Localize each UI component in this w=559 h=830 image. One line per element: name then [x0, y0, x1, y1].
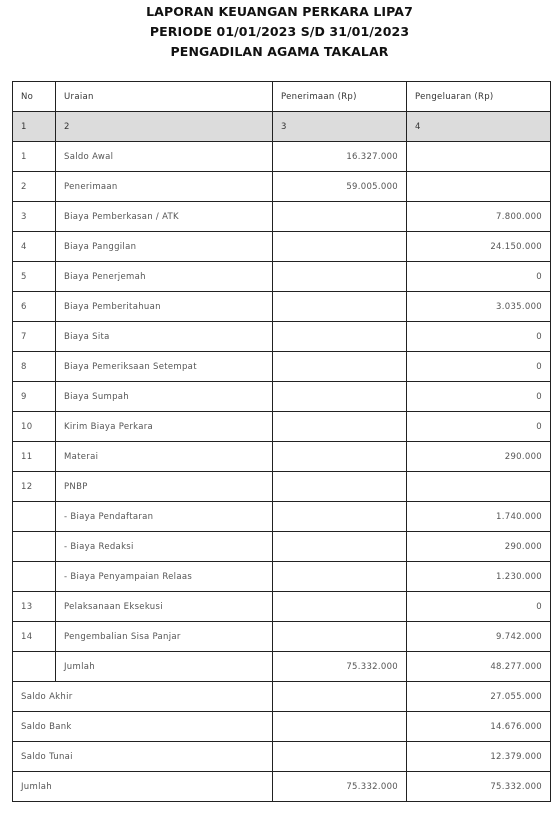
financial-report-table — [12, 81, 551, 802]
row-pengeluaran-cell: 290.000 — [407, 532, 551, 562]
column-header-uraian: Uraian — [56, 82, 273, 112]
row-penerimaan-cell — [273, 352, 407, 382]
row-pengeluaran-cell: 3.035.000 — [407, 292, 551, 322]
row-penerimaan-cell — [273, 232, 407, 262]
row-uraian-cell: Pengembalian Sisa Panjar — [56, 622, 273, 652]
row-no-cell: 6 — [13, 292, 56, 322]
summary-label-cell: Saldo Akhir — [13, 682, 273, 712]
row-no-cell — [13, 652, 56, 682]
table-row — [13, 412, 551, 442]
table-row — [13, 172, 551, 202]
row-uraian-cell: Kirim Biaya Perkara — [56, 412, 273, 442]
column-index-cell: 1 — [13, 112, 56, 142]
table-row — [13, 652, 551, 682]
row-uraian-cell: Pelaksanaan Eksekusi — [56, 592, 273, 622]
row-pengeluaran-cell — [407, 472, 551, 502]
row-no-cell: 7 — [13, 322, 56, 352]
row-uraian-cell: Penerimaan — [56, 172, 273, 202]
row-pengeluaran-cell: 24.150.000 — [407, 232, 551, 262]
row-uraian-cell: - Biaya Redaksi — [56, 532, 273, 562]
column-index-row — [13, 112, 551, 142]
row-uraian-cell: Biaya Panggilan — [56, 232, 273, 262]
row-penerimaan-cell: 59.005.000 — [273, 172, 407, 202]
summary-label-cell: Jumlah — [13, 772, 273, 802]
row-penerimaan-cell — [273, 502, 407, 532]
table-row — [13, 532, 551, 562]
column-header-pengeluaran: Pengeluaran (Rp) — [407, 82, 551, 112]
row-no-cell: 10 — [13, 412, 56, 442]
row-pengeluaran-cell: 9.742.000 — [407, 622, 551, 652]
summary-row — [13, 712, 551, 742]
row-pengeluaran-cell: 0 — [407, 352, 551, 382]
summary-penerimaan-cell — [273, 742, 407, 772]
table-row — [13, 292, 551, 322]
row-uraian-cell: Biaya Pemberitahuan — [56, 292, 273, 322]
summary-pengeluaran-cell: 14.676.000 — [407, 712, 551, 742]
row-no-cell: 13 — [13, 592, 56, 622]
row-uraian-cell: Biaya Sita — [56, 322, 273, 352]
row-no-cell: 2 — [13, 172, 56, 202]
report-title: LAPORAN KEUANGAN PERKARA LIPA7 — [146, 4, 413, 19]
row-penerimaan-cell — [273, 472, 407, 502]
row-penerimaan-cell — [273, 412, 407, 442]
row-uraian-cell: Biaya Penerjemah — [56, 262, 273, 292]
row-pengeluaran-cell: 0 — [407, 322, 551, 352]
table-row — [13, 472, 551, 502]
row-penerimaan-cell: 75.332.000 — [273, 652, 407, 682]
row-uraian-cell: Biaya Pemeriksaan Setempat — [56, 352, 273, 382]
summary-penerimaan-cell: 75.332.000 — [273, 772, 407, 802]
row-uraian-cell: Biaya Pemberkasan / ATK — [56, 202, 273, 232]
row-uraian-cell: PNBP — [56, 472, 273, 502]
table-row — [13, 382, 551, 412]
summary-penerimaan-cell — [273, 682, 407, 712]
summary-pengeluaran-cell: 75.332.000 — [407, 772, 551, 802]
table-row — [13, 562, 551, 592]
row-penerimaan-cell — [273, 292, 407, 322]
row-no-cell: 9 — [13, 382, 56, 412]
table-row — [13, 262, 551, 292]
column-header-penerimaan: Penerimaan (Rp) — [273, 82, 407, 112]
row-no-cell: 11 — [13, 442, 56, 472]
row-penerimaan-cell — [273, 592, 407, 622]
row-no-cell: 1 — [13, 142, 56, 172]
row-no-cell: 3 — [13, 202, 56, 232]
row-no-cell: 14 — [13, 622, 56, 652]
row-penerimaan-cell — [273, 532, 407, 562]
summary-row — [13, 682, 551, 712]
row-penerimaan-cell — [273, 262, 407, 292]
row-pengeluaran-cell — [407, 142, 551, 172]
row-penerimaan-cell — [273, 382, 407, 412]
row-uraian-cell: Jumlah — [56, 652, 273, 682]
column-header-no: No — [13, 82, 56, 112]
row-no-cell: 12 — [13, 472, 56, 502]
row-no-cell: 4 — [13, 232, 56, 262]
row-pengeluaran-cell: 0 — [407, 382, 551, 412]
report-period: PERIODE 01/01/2023 S/D 31/01/2023 — [149, 24, 410, 39]
report-header — [0, 0, 559, 62]
row-no-cell — [13, 532, 56, 562]
row-pengeluaran-cell: 48.277.000 — [407, 652, 551, 682]
row-pengeluaran-cell: 1.740.000 — [407, 502, 551, 532]
table-row — [13, 592, 551, 622]
row-penerimaan-cell: 16.327.000 — [273, 142, 407, 172]
row-pengeluaran-cell — [407, 172, 551, 202]
summary-label-cell: Saldo Tunai — [13, 742, 273, 772]
table-row — [13, 202, 551, 232]
row-uraian-cell: Materai — [56, 442, 273, 472]
summary-penerimaan-cell — [273, 712, 407, 742]
column-index-cell: 2 — [56, 112, 273, 142]
summary-label-cell: Saldo Bank — [13, 712, 273, 742]
row-pengeluaran-cell: 0 — [407, 262, 551, 292]
row-pengeluaran-cell: 0 — [407, 592, 551, 622]
table-header-row — [13, 82, 551, 112]
row-no-cell — [13, 502, 56, 532]
row-pengeluaran-cell: 1.230.000 — [407, 562, 551, 592]
summary-row — [13, 742, 551, 772]
summary-pengeluaran-cell: 12.379.000 — [407, 742, 551, 772]
row-uraian-cell: - Biaya Penyampaian Relaas — [56, 562, 273, 592]
row-no-cell: 5 — [13, 262, 56, 292]
row-pengeluaran-cell: 7.800.000 — [407, 202, 551, 232]
row-no-cell — [13, 562, 56, 592]
column-index-cell: 4 — [407, 112, 551, 142]
row-pengeluaran-cell: 0 — [407, 412, 551, 442]
table-row — [13, 352, 551, 382]
table-row — [13, 442, 551, 472]
row-uraian-cell: - Biaya Pendaftaran — [56, 502, 273, 532]
row-uraian-cell: Biaya Sumpah — [56, 382, 273, 412]
summary-row — [13, 772, 551, 802]
row-penerimaan-cell — [273, 442, 407, 472]
row-penerimaan-cell — [273, 562, 407, 592]
table-row — [13, 622, 551, 652]
row-uraian-cell: Saldo Awal — [56, 142, 273, 172]
row-no-cell: 8 — [13, 352, 56, 382]
table-row — [13, 232, 551, 262]
row-pengeluaran-cell: 290.000 — [407, 442, 551, 472]
row-penerimaan-cell — [273, 202, 407, 232]
table-row — [13, 322, 551, 352]
table-row — [13, 142, 551, 172]
row-penerimaan-cell — [273, 322, 407, 352]
row-penerimaan-cell — [273, 622, 407, 652]
summary-pengeluaran-cell: 27.055.000 — [407, 682, 551, 712]
table-row — [13, 502, 551, 532]
report-court: PENGADILAN AGAMA TAKALAR — [170, 44, 389, 59]
column-index-cell: 3 — [273, 112, 407, 142]
